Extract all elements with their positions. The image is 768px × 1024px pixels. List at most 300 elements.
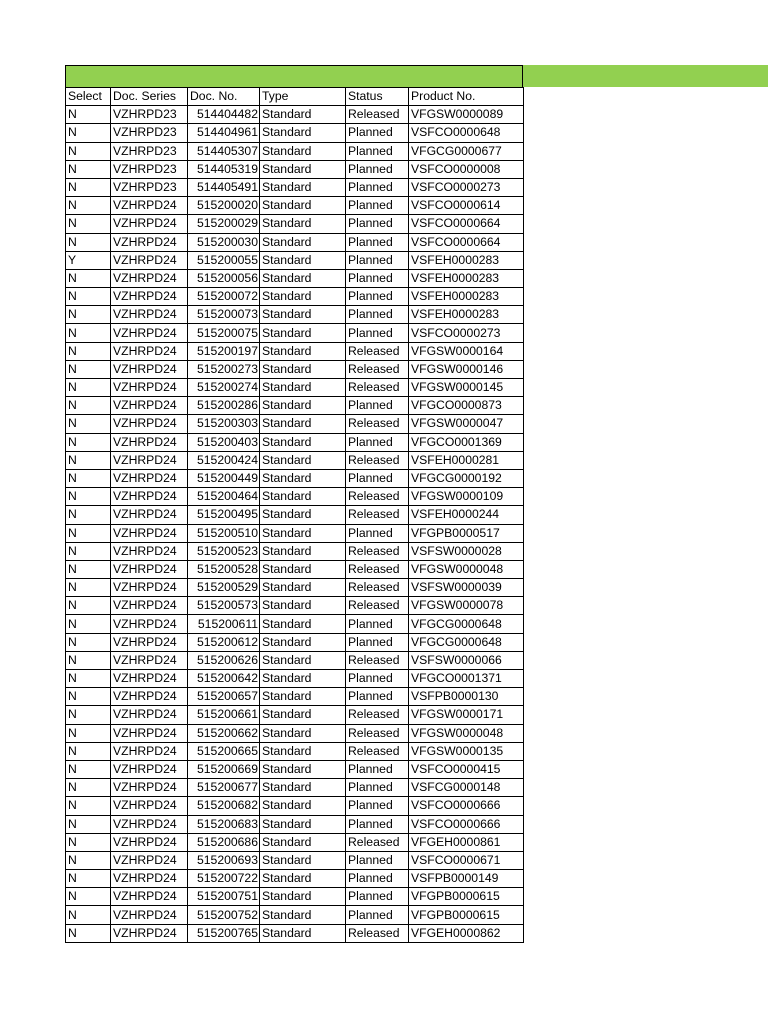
table-row — [66, 469, 524, 487]
doc-no-cell[interactable]: 515200273 — [188, 360, 260, 378]
product-no-cell[interactable]: VSFCO0000648 — [409, 124, 524, 142]
doc-series-cell[interactable]: VZHRPD23 — [111, 124, 188, 142]
column-header-status[interactable]: Status — [346, 88, 409, 106]
status-cell[interactable]: Planned — [346, 760, 409, 778]
type-cell[interactable]: Standard — [260, 215, 346, 233]
doc-series-cell[interactable]: VZHRPD24 — [111, 670, 188, 688]
type-cell[interactable]: Standard — [260, 451, 346, 469]
doc-series-cell[interactable]: VZHRPD24 — [111, 269, 188, 287]
status-cell[interactable]: Released — [346, 560, 409, 578]
product-no-cell[interactable]: VFGSW0000078 — [409, 597, 524, 615]
type-cell[interactable]: Standard — [260, 415, 346, 433]
table-row — [66, 615, 524, 633]
select-cell[interactable]: N — [66, 160, 111, 178]
status-cell[interactable]: Planned — [346, 670, 409, 688]
doc-no-cell[interactable]: 514404482 — [188, 106, 260, 124]
doc-no-cell[interactable]: 515200403 — [188, 433, 260, 451]
product-no-cell[interactable]: VFGSW0000047 — [409, 415, 524, 433]
product-no-cell[interactable]: VSFEH0000283 — [409, 288, 524, 306]
product-no-cell[interactable]: VSFCO0000666 — [409, 797, 524, 815]
type-cell[interactable]: Standard — [260, 597, 346, 615]
type-cell[interactable]: Standard — [260, 397, 346, 415]
doc-no-cell[interactable]: 515200529 — [188, 579, 260, 597]
select-cell[interactable]: N — [66, 288, 111, 306]
select-cell[interactable]: N — [66, 670, 111, 688]
doc-no-cell[interactable]: 515200528 — [188, 560, 260, 578]
status-cell[interactable]: Planned — [346, 779, 409, 797]
product-no-cell[interactable]: VSFEH0000283 — [409, 306, 524, 324]
doc-no-cell[interactable]: 515200682 — [188, 797, 260, 815]
type-cell[interactable]: Standard — [260, 360, 346, 378]
status-cell[interactable]: Planned — [346, 633, 409, 651]
select-cell[interactable]: Y — [66, 251, 111, 269]
select-cell[interactable]: N — [66, 197, 111, 215]
doc-no-cell[interactable]: 515200662 — [188, 724, 260, 742]
doc-no-cell[interactable]: 514405319 — [188, 160, 260, 178]
product-no-cell[interactable]: VFGCO0001371 — [409, 670, 524, 688]
type-cell[interactable]: Standard — [260, 724, 346, 742]
doc-no-cell[interactable]: 515200055 — [188, 251, 260, 269]
doc-series-cell[interactable]: VZHRPD24 — [111, 451, 188, 469]
product-no-cell[interactable]: VSFCO0000273 — [409, 178, 524, 196]
doc-no-cell[interactable]: 515200464 — [188, 488, 260, 506]
doc-series-cell[interactable]: VZHRPD24 — [111, 579, 188, 597]
product-no-cell[interactable]: VSFSW0000028 — [409, 542, 524, 560]
doc-series-cell[interactable]: VZHRPD23 — [111, 160, 188, 178]
status-cell[interactable]: Released — [346, 706, 409, 724]
product-no-cell[interactable]: VSFCO0000415 — [409, 760, 524, 778]
document-table — [65, 87, 524, 943]
type-cell[interactable]: Standard — [260, 670, 346, 688]
type-cell[interactable]: Standard — [260, 178, 346, 196]
doc-no-cell[interactable]: 515200686 — [188, 833, 260, 851]
doc-series-cell[interactable]: VZHRPD24 — [111, 888, 188, 906]
doc-series-cell[interactable]: VZHRPD24 — [111, 324, 188, 342]
product-no-cell[interactable]: VFGCG0000648 — [409, 633, 524, 651]
select-cell[interactable]: N — [66, 688, 111, 706]
table-row — [66, 906, 524, 924]
doc-series-cell[interactable]: VZHRPD24 — [111, 724, 188, 742]
table-row — [66, 924, 524, 942]
doc-no-cell[interactable]: 515200197 — [188, 342, 260, 360]
status-cell[interactable]: Planned — [346, 888, 409, 906]
doc-no-cell[interactable]: 515200612 — [188, 633, 260, 651]
product-no-cell[interactable]: VFGSW0000135 — [409, 742, 524, 760]
status-cell[interactable]: Planned — [346, 906, 409, 924]
product-no-cell[interactable]: VSFCO0000614 — [409, 197, 524, 215]
select-cell[interactable]: N — [66, 233, 111, 251]
doc-no-cell[interactable]: 515200030 — [188, 233, 260, 251]
doc-series-cell[interactable]: VZHRPD23 — [111, 106, 188, 124]
column-header-type[interactable]: Type — [260, 88, 346, 106]
table-row — [66, 779, 524, 797]
select-cell[interactable]: N — [66, 433, 111, 451]
type-cell[interactable]: Standard — [260, 579, 346, 597]
type-cell[interactable]: Standard — [260, 124, 346, 142]
status-cell[interactable]: Planned — [346, 324, 409, 342]
doc-series-cell[interactable]: VZHRPD24 — [111, 233, 188, 251]
doc-series-cell[interactable]: VZHRPD23 — [111, 142, 188, 160]
doc-series-cell[interactable]: VZHRPD24 — [111, 251, 188, 269]
doc-series-cell[interactable]: VZHRPD24 — [111, 706, 188, 724]
doc-series-cell[interactable]: VZHRPD24 — [111, 760, 188, 778]
doc-no-cell[interactable]: 515200665 — [188, 742, 260, 760]
column-header-doc-no[interactable]: Doc. No. — [188, 88, 260, 106]
select-cell[interactable]: N — [66, 506, 111, 524]
doc-series-cell[interactable]: VZHRPD24 — [111, 597, 188, 615]
doc-series-cell[interactable]: VZHRPD24 — [111, 524, 188, 542]
select-cell[interactable]: N — [66, 779, 111, 797]
type-cell[interactable]: Standard — [260, 924, 346, 942]
doc-no-cell[interactable]: 515200722 — [188, 870, 260, 888]
doc-series-cell[interactable]: VZHRPD23 — [111, 178, 188, 196]
doc-no-cell[interactable]: 515200020 — [188, 197, 260, 215]
doc-series-cell[interactable]: VZHRPD24 — [111, 779, 188, 797]
status-cell[interactable]: Planned — [346, 197, 409, 215]
select-cell[interactable]: N — [66, 742, 111, 760]
select-cell[interactable]: N — [66, 579, 111, 597]
status-cell[interactable]: Planned — [346, 215, 409, 233]
select-cell[interactable]: N — [66, 415, 111, 433]
type-cell[interactable]: Standard — [260, 560, 346, 578]
select-cell[interactable]: N — [66, 324, 111, 342]
product-no-cell[interactable]: VFGEH0000862 — [409, 924, 524, 942]
status-cell[interactable]: Released — [346, 106, 409, 124]
doc-no-cell[interactable]: 515200657 — [188, 688, 260, 706]
table-row — [66, 197, 524, 215]
doc-no-cell[interactable]: 515200523 — [188, 542, 260, 560]
doc-series-cell[interactable]: VZHRPD24 — [111, 651, 188, 669]
doc-series-cell[interactable]: VZHRPD24 — [111, 506, 188, 524]
doc-series-cell[interactable]: VZHRPD24 — [111, 397, 188, 415]
select-cell[interactable]: N — [66, 469, 111, 487]
product-no-cell[interactable]: VSFSW0000039 — [409, 579, 524, 597]
doc-series-cell[interactable]: VZHRPD24 — [111, 542, 188, 560]
product-no-cell[interactable]: VSFCO0000671 — [409, 851, 524, 869]
status-cell[interactable]: Planned — [346, 797, 409, 815]
status-cell[interactable]: Released — [346, 597, 409, 615]
doc-series-cell[interactable]: VZHRPD24 — [111, 870, 188, 888]
column-header-select[interactable]: Select — [66, 88, 111, 106]
product-no-cell[interactable]: VFGSW0000048 — [409, 724, 524, 742]
product-no-cell[interactable]: VFGSW0000171 — [409, 706, 524, 724]
select-cell[interactable]: N — [66, 215, 111, 233]
doc-no-cell[interactable]: 515200495 — [188, 506, 260, 524]
header-band-outline — [65, 65, 523, 87]
select-cell[interactable]: N — [66, 142, 111, 160]
status-cell[interactable]: Released — [346, 451, 409, 469]
table-row — [66, 324, 524, 342]
type-cell[interactable]: Standard — [260, 651, 346, 669]
doc-series-cell[interactable]: VZHRPD24 — [111, 288, 188, 306]
select-cell[interactable]: N — [66, 397, 111, 415]
doc-series-cell[interactable]: VZHRPD24 — [111, 379, 188, 397]
status-cell[interactable]: Released — [346, 924, 409, 942]
doc-no-cell[interactable]: 515200424 — [188, 451, 260, 469]
doc-no-cell[interactable]: 515200075 — [188, 324, 260, 342]
type-cell[interactable]: Standard — [260, 379, 346, 397]
select-cell[interactable]: N — [66, 106, 111, 124]
select-cell[interactable]: N — [66, 797, 111, 815]
doc-no-cell[interactable]: 514405491 — [188, 178, 260, 196]
doc-no-cell[interactable]: 515200056 — [188, 269, 260, 287]
status-cell[interactable]: Released — [346, 379, 409, 397]
product-no-cell[interactable]: VFGCO0001369 — [409, 433, 524, 451]
doc-no-cell[interactable]: 515200029 — [188, 215, 260, 233]
type-cell[interactable]: Standard — [260, 433, 346, 451]
type-cell[interactable]: Standard — [260, 106, 346, 124]
doc-series-cell[interactable]: VZHRPD24 — [111, 851, 188, 869]
type-cell[interactable]: Standard — [260, 815, 346, 833]
select-cell[interactable]: N — [66, 542, 111, 560]
status-cell[interactable]: Planned — [346, 178, 409, 196]
status-cell[interactable]: Released — [346, 415, 409, 433]
status-cell[interactable]: Released — [346, 342, 409, 360]
status-cell[interactable]: Planned — [346, 142, 409, 160]
select-cell[interactable]: N — [66, 524, 111, 542]
status-cell[interactable]: Planned — [346, 160, 409, 178]
doc-no-cell[interactable]: 515200752 — [188, 906, 260, 924]
doc-series-cell[interactable]: VZHRPD24 — [111, 415, 188, 433]
doc-no-cell[interactable]: 515200286 — [188, 397, 260, 415]
select-cell[interactable]: N — [66, 833, 111, 851]
table-row — [66, 288, 524, 306]
doc-series-cell[interactable]: VZHRPD24 — [111, 633, 188, 651]
status-cell[interactable]: Planned — [346, 288, 409, 306]
type-cell[interactable]: Standard — [260, 251, 346, 269]
type-cell[interactable]: Standard — [260, 324, 346, 342]
product-no-cell[interactable]: VFGCG0000192 — [409, 469, 524, 487]
status-cell[interactable]: Planned — [346, 870, 409, 888]
product-no-cell[interactable]: VSFEH0000283 — [409, 251, 524, 269]
doc-series-cell[interactable]: VZHRPD24 — [111, 742, 188, 760]
select-cell[interactable]: N — [66, 269, 111, 287]
product-no-cell[interactable]: VFGCG0000677 — [409, 142, 524, 160]
column-header-doc-series[interactable]: Doc. Series — [111, 88, 188, 106]
type-cell[interactable]: Standard — [260, 706, 346, 724]
doc-no-cell[interactable]: 515200573 — [188, 597, 260, 615]
select-cell[interactable]: N — [66, 178, 111, 196]
product-no-cell[interactable]: VFGSW0000089 — [409, 106, 524, 124]
type-cell[interactable]: Standard — [260, 797, 346, 815]
table-row — [66, 451, 524, 469]
status-cell[interactable]: Released — [346, 651, 409, 669]
status-cell[interactable]: Released — [346, 579, 409, 597]
product-no-cell[interactable]: VSFPB0000149 — [409, 870, 524, 888]
type-cell[interactable]: Standard — [260, 851, 346, 869]
product-no-cell[interactable]: VSFEH0000244 — [409, 506, 524, 524]
status-cell[interactable]: Planned — [346, 524, 409, 542]
type-cell[interactable]: Standard — [260, 906, 346, 924]
select-cell[interactable]: N — [66, 760, 111, 778]
doc-no-cell[interactable]: 515200072 — [188, 288, 260, 306]
table-row — [66, 433, 524, 451]
select-cell[interactable]: N — [66, 906, 111, 924]
status-cell[interactable]: Planned — [346, 433, 409, 451]
column-header-product-no[interactable]: Product No. — [409, 88, 524, 106]
doc-series-cell[interactable]: VZHRPD24 — [111, 197, 188, 215]
select-cell[interactable]: N — [66, 306, 111, 324]
doc-series-cell[interactable]: VZHRPD24 — [111, 833, 188, 851]
product-no-cell[interactable]: VSFCO0000273 — [409, 324, 524, 342]
doc-no-cell[interactable]: 515200449 — [188, 469, 260, 487]
product-no-cell[interactable]: VSFEH0000281 — [409, 451, 524, 469]
type-cell[interactable]: Standard — [260, 615, 346, 633]
table-row — [66, 397, 524, 415]
doc-series-cell[interactable]: VZHRPD24 — [111, 488, 188, 506]
product-no-cell[interactable]: VSFCO0000664 — [409, 233, 524, 251]
product-no-cell[interactable]: VSFCG0000148 — [409, 779, 524, 797]
status-cell[interactable]: Planned — [346, 251, 409, 269]
select-cell[interactable]: N — [66, 888, 111, 906]
doc-series-cell[interactable]: VZHRPD24 — [111, 815, 188, 833]
status-cell[interactable]: Released — [346, 724, 409, 742]
type-cell[interactable]: Standard — [260, 742, 346, 760]
doc-no-cell[interactable]: 515200765 — [188, 924, 260, 942]
status-cell[interactable]: Planned — [346, 397, 409, 415]
doc-no-cell[interactable]: 515200611 — [188, 615, 260, 633]
product-no-cell[interactable]: VSFSW0000066 — [409, 651, 524, 669]
type-cell[interactable]: Standard — [260, 833, 346, 851]
product-no-cell[interactable]: VFGCO0000873 — [409, 397, 524, 415]
doc-series-cell[interactable]: VZHRPD24 — [111, 906, 188, 924]
select-cell[interactable]: N — [66, 360, 111, 378]
doc-no-cell[interactable]: 515200669 — [188, 760, 260, 778]
select-cell[interactable]: N — [66, 851, 111, 869]
doc-no-cell[interactable]: 515200642 — [188, 670, 260, 688]
type-cell[interactable]: Standard — [260, 488, 346, 506]
doc-no-cell[interactable]: 515200274 — [188, 379, 260, 397]
status-cell[interactable]: Planned — [346, 815, 409, 833]
doc-no-cell[interactable]: 515200626 — [188, 651, 260, 669]
type-cell[interactable]: Standard — [260, 524, 346, 542]
select-cell[interactable]: N — [66, 342, 111, 360]
doc-no-cell[interactable]: 515200661 — [188, 706, 260, 724]
select-cell[interactable]: N — [66, 706, 111, 724]
table-row — [66, 870, 524, 888]
doc-series-cell[interactable]: VZHRPD24 — [111, 433, 188, 451]
type-cell[interactable]: Standard — [260, 542, 346, 560]
table-row — [66, 233, 524, 251]
product-no-cell[interactable]: VFGPB0000615 — [409, 888, 524, 906]
product-no-cell[interactable]: VFGEH0000861 — [409, 833, 524, 851]
select-cell[interactable]: N — [66, 724, 111, 742]
table-row — [66, 488, 524, 506]
select-cell[interactable]: N — [66, 597, 111, 615]
product-no-cell[interactable]: VSFCO0000008 — [409, 160, 524, 178]
status-cell[interactable]: Planned — [346, 269, 409, 287]
type-cell[interactable]: Standard — [260, 633, 346, 651]
product-no-cell[interactable]: VFGSW0000145 — [409, 379, 524, 397]
type-cell[interactable]: Standard — [260, 469, 346, 487]
status-cell[interactable]: Planned — [346, 615, 409, 633]
product-no-cell[interactable]: VFGCG0000648 — [409, 615, 524, 633]
doc-series-cell[interactable]: VZHRPD24 — [111, 469, 188, 487]
table-row — [66, 342, 524, 360]
type-cell[interactable]: Standard — [260, 688, 346, 706]
select-cell[interactable]: N — [66, 560, 111, 578]
doc-series-cell[interactable]: VZHRPD24 — [111, 306, 188, 324]
select-cell[interactable]: N — [66, 379, 111, 397]
product-no-cell[interactable]: VFGSW0000164 — [409, 342, 524, 360]
status-cell[interactable]: Planned — [346, 688, 409, 706]
select-cell[interactable]: N — [66, 924, 111, 942]
status-cell[interactable]: Released — [346, 360, 409, 378]
type-cell[interactable]: Standard — [260, 779, 346, 797]
type-cell[interactable]: Standard — [260, 506, 346, 524]
select-cell[interactable]: N — [66, 488, 111, 506]
type-cell[interactable]: Standard — [260, 342, 346, 360]
product-no-cell[interactable]: VSFPB0000130 — [409, 688, 524, 706]
type-cell[interactable]: Standard — [260, 160, 346, 178]
doc-no-cell[interactable]: 515200510 — [188, 524, 260, 542]
select-cell[interactable]: N — [66, 451, 111, 469]
doc-series-cell[interactable]: VZHRPD24 — [111, 924, 188, 942]
doc-no-cell[interactable]: 515200751 — [188, 888, 260, 906]
doc-series-cell[interactable]: VZHRPD24 — [111, 215, 188, 233]
status-cell[interactable]: Planned — [346, 124, 409, 142]
doc-no-cell[interactable]: 515200677 — [188, 779, 260, 797]
type-cell[interactable]: Standard — [260, 288, 346, 306]
select-cell[interactable]: N — [66, 651, 111, 669]
product-no-cell[interactable]: VFGSW0000109 — [409, 488, 524, 506]
table-row — [66, 160, 524, 178]
type-cell[interactable]: Standard — [260, 142, 346, 160]
product-no-cell[interactable]: VFGSW0000048 — [409, 560, 524, 578]
type-cell[interactable]: Standard — [260, 870, 346, 888]
select-cell[interactable]: N — [66, 815, 111, 833]
doc-no-cell[interactable]: 515200073 — [188, 306, 260, 324]
status-cell[interactable]: Planned — [346, 233, 409, 251]
status-cell[interactable]: Released — [346, 488, 409, 506]
doc-no-cell[interactable]: 514404961 — [188, 124, 260, 142]
doc-no-cell[interactable]: 514405307 — [188, 142, 260, 160]
type-cell[interactable]: Standard — [260, 269, 346, 287]
doc-series-cell[interactable]: VZHRPD24 — [111, 688, 188, 706]
product-no-cell[interactable]: VFGSW0000146 — [409, 360, 524, 378]
product-no-cell[interactable]: VFGPB0000615 — [409, 906, 524, 924]
select-cell[interactable]: N — [66, 870, 111, 888]
status-cell[interactable]: Released — [346, 542, 409, 560]
doc-series-cell[interactable]: VZHRPD24 — [111, 342, 188, 360]
product-no-cell[interactable]: VSFCO0000666 — [409, 815, 524, 833]
status-cell[interactable]: Released — [346, 833, 409, 851]
status-cell[interactable]: Planned — [346, 851, 409, 869]
select-cell[interactable]: N — [66, 633, 111, 651]
doc-no-cell[interactable]: 515200303 — [188, 415, 260, 433]
type-cell[interactable]: Standard — [260, 233, 346, 251]
type-cell[interactable]: Standard — [260, 197, 346, 215]
doc-no-cell[interactable]: 515200683 — [188, 815, 260, 833]
type-cell[interactable]: Standard — [260, 306, 346, 324]
type-cell[interactable]: Standard — [260, 760, 346, 778]
status-cell[interactable]: Released — [346, 506, 409, 524]
status-cell[interactable]: Released — [346, 742, 409, 760]
doc-series-cell[interactable]: VZHRPD24 — [111, 560, 188, 578]
select-cell[interactable]: N — [66, 615, 111, 633]
select-cell[interactable]: N — [66, 124, 111, 142]
status-cell[interactable]: Planned — [346, 469, 409, 487]
doc-series-cell[interactable]: VZHRPD24 — [111, 615, 188, 633]
type-cell[interactable]: Standard — [260, 888, 346, 906]
product-no-cell[interactable]: VSFCO0000664 — [409, 215, 524, 233]
status-cell[interactable]: Planned — [346, 306, 409, 324]
doc-series-cell[interactable]: VZHRPD24 — [111, 360, 188, 378]
product-no-cell[interactable]: VSFEH0000283 — [409, 269, 524, 287]
product-no-cell[interactable]: VFGPB0000517 — [409, 524, 524, 542]
doc-no-cell[interactable]: 515200693 — [188, 851, 260, 869]
doc-series-cell[interactable]: VZHRPD24 — [111, 797, 188, 815]
